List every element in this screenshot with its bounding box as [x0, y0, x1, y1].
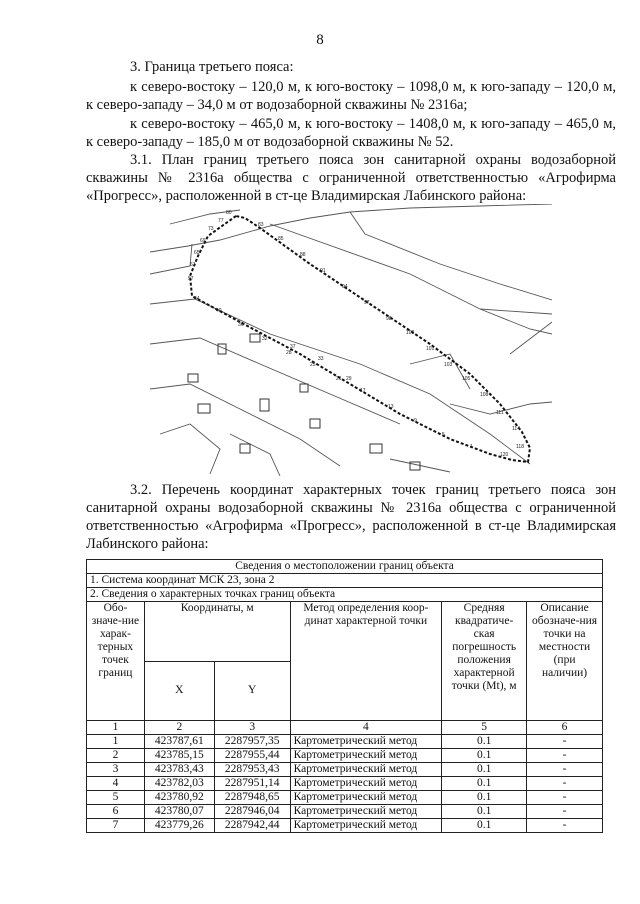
svg-text:101: 101	[426, 346, 435, 352]
error: 0.1	[442, 749, 527, 763]
boundary-plan-map	[150, 204, 552, 476]
table-row	[87, 805, 603, 819]
method: Картометрический метод	[290, 763, 442, 777]
table-row-coordinate-system: 1. Система координат МСК 23, зона 2	[87, 574, 603, 588]
svg-text:94: 94	[342, 284, 348, 290]
svg-text:98: 98	[386, 316, 392, 322]
column-number: 3	[214, 721, 290, 735]
description: -	[527, 805, 603, 819]
coord-y: 2287946,04	[214, 805, 290, 819]
svg-text:103: 103	[444, 362, 453, 368]
table-title: Сведения о местоположении границ объекта	[87, 560, 603, 574]
header-y: Y	[214, 661, 290, 721]
svg-text:29: 29	[346, 376, 352, 382]
svg-text:37: 37	[290, 344, 296, 350]
point-number: 5	[87, 791, 145, 805]
column-numbers-row	[87, 721, 603, 735]
method: Картометрический метод	[290, 805, 442, 819]
svg-text:105: 105	[462, 376, 471, 382]
table-row	[87, 819, 603, 833]
method: Картометрический метод	[290, 735, 442, 749]
table-row	[87, 735, 603, 749]
coord-x: 423780,92	[144, 791, 214, 805]
header-method: Метод определения коор-динат характерной точки	[290, 602, 442, 721]
svg-text:83: 83	[258, 222, 264, 228]
svg-text:21: 21	[336, 376, 342, 382]
coordinates-table	[86, 559, 603, 833]
svg-text:111: 111	[496, 410, 504, 416]
coord-x: 423783,43	[144, 763, 214, 777]
svg-text:80: 80	[226, 210, 232, 216]
description: -	[527, 749, 603, 763]
header-error: Средняя квадратиче-ская погрешность положения характерной точки (Mt), м	[442, 602, 527, 721]
svg-text:13: 13	[388, 404, 394, 410]
svg-text:33: 33	[318, 356, 324, 362]
svg-text:69: 69	[200, 238, 206, 244]
method: Картометрический метод	[290, 791, 442, 805]
svg-text:118: 118	[516, 444, 524, 450]
svg-text:88: 88	[300, 252, 306, 258]
coord-y: 2287942,44	[214, 819, 290, 833]
coord-x: 423779,26	[144, 819, 214, 833]
description: -	[527, 763, 603, 777]
section-3-heading: 3. Граница третьего пояса:	[130, 59, 294, 75]
method: Картометрический метод	[290, 819, 442, 833]
point-number: 2	[87, 749, 145, 763]
svg-text:9: 9	[414, 418, 417, 424]
description: -	[527, 791, 603, 805]
method: Картометрический метод	[290, 749, 442, 763]
header-description: Описание обозначе-ния точки на местности (при наличии)	[527, 602, 603, 721]
svg-text:114: 114	[512, 426, 520, 432]
description: -	[527, 735, 603, 749]
column-number: 6	[527, 721, 603, 735]
svg-text:73: 73	[208, 226, 214, 232]
svg-text:40: 40	[216, 308, 222, 314]
coord-x: 423780,07	[144, 805, 214, 819]
point-number: 4	[87, 777, 145, 791]
description: -	[527, 819, 603, 833]
error: 0.1	[442, 763, 527, 777]
point-number: 3	[87, 763, 145, 777]
coord-y: 2287955,44	[214, 749, 290, 763]
coord-x: 423785,15	[144, 749, 214, 763]
table-row	[87, 763, 603, 777]
svg-text:36: 36	[238, 322, 244, 328]
coord-x: 423787,61	[144, 735, 214, 749]
description: -	[527, 777, 603, 791]
svg-text:28: 28	[286, 350, 292, 356]
svg-text:25: 25	[310, 362, 316, 368]
column-number: 4	[290, 721, 442, 735]
table-row	[87, 777, 603, 791]
error: 0.1	[442, 735, 527, 749]
svg-text:61: 61	[190, 262, 196, 268]
svg-text:1: 1	[470, 444, 473, 450]
point-number: 1	[87, 735, 145, 749]
svg-text:17: 17	[360, 388, 366, 394]
svg-text:44: 44	[194, 296, 200, 302]
error: 0.1	[442, 791, 527, 805]
svg-text:97: 97	[364, 300, 370, 306]
section-3-1-text: 3.1. План границ третьего пояса зон санитарной охраны водозаборной скважины № 2316а общества с ограниченной ответственностью «Агрофирма «Прогресс», расположенной в ст-це Владимирская Лабинского района:	[86, 152, 616, 204]
error: 0.1	[442, 819, 527, 833]
column-number: 5	[442, 721, 527, 735]
section-3-line-1: к северо-востоку – 120,0 м, к юго-востоку – 1098,0 м, к юго-западу – 120,0 м, к северо-западу – 34,0 м от водозаборной скважины № 2316а;	[86, 79, 616, 113]
svg-text:5: 5	[442, 432, 445, 438]
coord-y: 2287957,35	[214, 735, 290, 749]
column-number: 1	[87, 721, 145, 735]
header-point: Обо-значе-ние харак-терных точек границ	[87, 602, 145, 721]
column-number: 2	[144, 721, 214, 735]
svg-text:108: 108	[480, 392, 489, 398]
section-3-2-text: 3.2. Перечень координат характерных точек границ третьего пояса зон санитарной охраны водозаборной скважины № 2316а общества с ограниченной ответственностью «Агрофирма «Прогресс», расположенной в ст-це Владимирская Лабинского района:	[86, 482, 616, 552]
error: 0.1	[442, 777, 527, 791]
table-row-points-info: 2. Сведения о характерных точках границ объекта	[87, 588, 603, 602]
coord-y: 2287951,14	[214, 777, 290, 791]
header-x: X	[144, 661, 214, 721]
method: Картометрический метод	[290, 777, 442, 791]
coord-y: 2287948,65	[214, 791, 290, 805]
svg-text:100: 100	[406, 330, 415, 336]
svg-text:91: 91	[320, 268, 326, 274]
coord-y: 2287953,43	[214, 763, 290, 777]
page-number: 8	[316, 32, 324, 48]
svg-text:32: 32	[262, 336, 268, 342]
error: 0.1	[442, 805, 527, 819]
section-3-line-2: к северо-востоку – 465,0 м, к юго-востоку – 1408,0 м, к юго-западу – 465,0 м, к северо-западу – 185,0 м от водозаборной скважины № 52.	[86, 116, 616, 150]
svg-text:85: 85	[278, 236, 284, 242]
table-row	[87, 749, 603, 763]
point-number: 6	[87, 805, 145, 819]
svg-text:57: 57	[188, 276, 194, 282]
point-number: 7	[87, 819, 145, 833]
table-row	[87, 791, 603, 805]
header-coordinates: Координаты, м	[144, 602, 290, 662]
svg-text:77: 77	[218, 218, 224, 224]
svg-text:120: 120	[500, 452, 509, 458]
coord-x: 423782,03	[144, 777, 214, 791]
svg-text:65: 65	[194, 250, 200, 256]
